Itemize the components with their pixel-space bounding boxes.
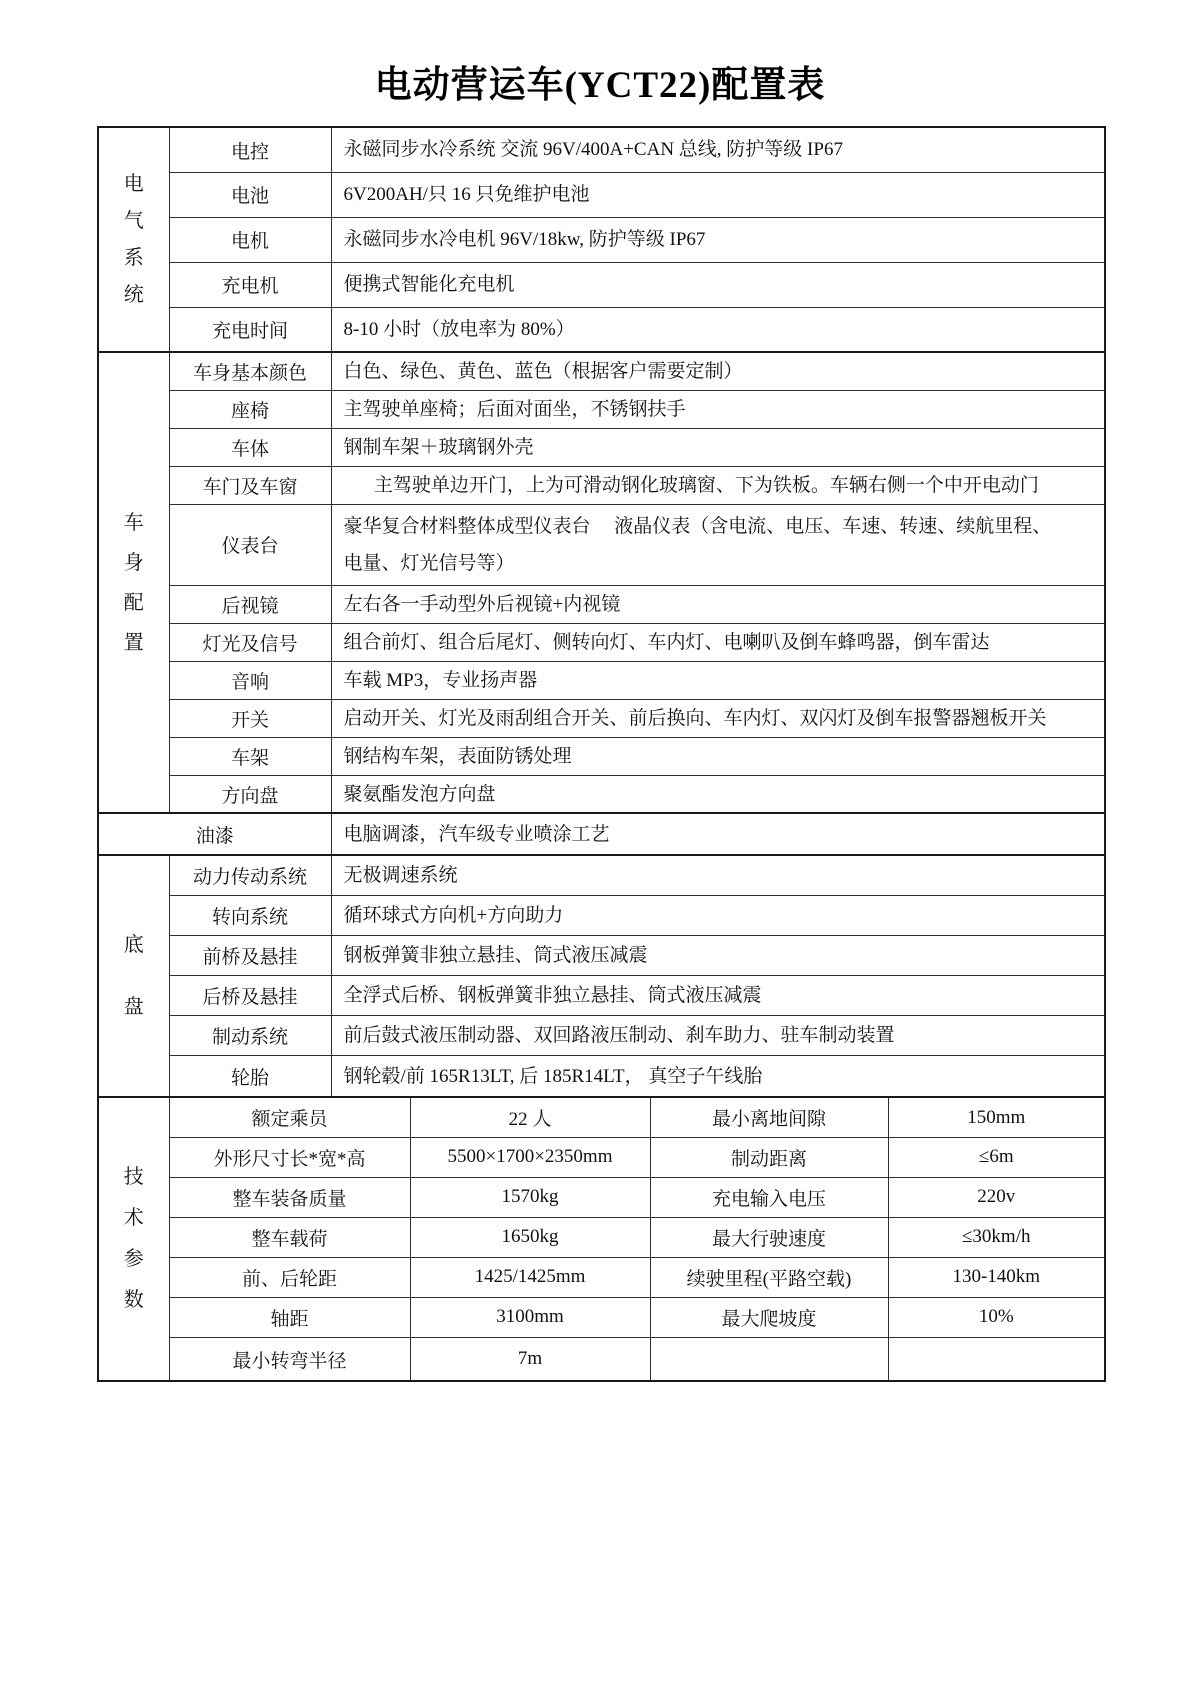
category-label: 技术参数: [123, 1166, 144, 1312]
spec-label: 开关: [169, 699, 331, 737]
spec-label: 车体: [169, 428, 331, 466]
table-row: [98, 1015, 1105, 1055]
spec-value: 豪华复合材料整体成型仪表台 液晶仪表（含电流、电压、车速、转速、续航里程、电量、灯光信号等）: [331, 504, 1105, 585]
spec-label: 电池: [169, 172, 331, 217]
spec-label: 后视镜: [169, 585, 331, 623]
spec-value: 钢结构车架，表面防锈处理: [331, 737, 1105, 775]
category-label: 电气系统: [123, 172, 144, 306]
section-technical-params: [98, 1097, 1105, 1381]
spec-label: 后桥及悬挂: [169, 975, 331, 1015]
table-row: [98, 775, 1105, 813]
table-row: [98, 1137, 1105, 1177]
table-row: [98, 466, 1105, 504]
spec-label: 方向盘: [169, 775, 331, 813]
spec-value: 便携式智能化充电机: [331, 262, 1105, 307]
category-label: 车身配置: [123, 511, 144, 654]
table-row: [98, 352, 1105, 390]
spec-label: 充电输入电压: [650, 1177, 888, 1217]
table-row: [98, 307, 1105, 352]
table-row: [98, 262, 1105, 307]
spec-label: 最大爬坡度: [650, 1297, 888, 1337]
spec-value: 永磁同步水冷系统 交流 96V/400A+CAN 总线, 防护等级 IP67: [331, 127, 1105, 172]
table-row: [98, 428, 1105, 466]
spec-value: 车载 MP3，专业扬声器: [331, 661, 1105, 699]
spec-value: 钢轮毂/前 165R13LT, 后 185R14LT， 真空子午线胎: [331, 1055, 1105, 1097]
spec-table: [97, 126, 1106, 1382]
section-electrical-system: [98, 127, 1105, 352]
table-row: [98, 390, 1105, 428]
spec-value: 150mm: [888, 1097, 1105, 1137]
table-row: [98, 661, 1105, 699]
spec-label: 最大行驶速度: [650, 1217, 888, 1257]
category-body-config: [98, 352, 169, 813]
section-paint: [98, 813, 1105, 855]
spec-label: 轮胎: [169, 1055, 331, 1097]
spec-label: 额定乘员: [169, 1097, 410, 1137]
spec-label: 制动距离: [650, 1137, 888, 1177]
spec-label: 充电时间: [169, 307, 331, 352]
spec-label: 续驶里程(平路空载): [650, 1257, 888, 1297]
spec-value: 220v: [888, 1177, 1105, 1217]
table-row: [98, 1337, 1105, 1381]
table-row: [98, 172, 1105, 217]
table-row: [98, 855, 1105, 895]
spec-value: 1570kg: [410, 1177, 650, 1217]
spec-value: 左右各一手动型外后视镜+内视镜: [331, 585, 1105, 623]
spec-label: 前、后轮距: [169, 1257, 410, 1297]
spec-label: 外形尺寸长*宽*高: [169, 1137, 410, 1177]
spec-label: 车门及车窗: [169, 466, 331, 504]
spec-value: 组合前灯、组合后尾灯、侧转向灯、车内灯、电喇叭及倒车蜂鸣器，倒车雷达: [331, 623, 1105, 661]
page-title: 电动营运车(YCT22)配置表: [374, 65, 826, 106]
category-electrical-system: [98, 127, 169, 352]
spec-value: 聚氨酯发泡方向盘: [331, 775, 1105, 813]
table-row: [98, 895, 1105, 935]
table-row: [98, 127, 1105, 172]
section-body-config: [98, 352, 1105, 813]
spec-value: 6V200AH/只 16 只免维护电池: [331, 172, 1105, 217]
category-label: 底盘: [123, 934, 144, 1019]
spec-value: 主驾驶单座椅；后面对面坐，不锈钢扶手: [331, 390, 1105, 428]
spec-value: 1425/1425mm: [410, 1257, 650, 1297]
table-row: [98, 737, 1105, 775]
spec-label: 座椅: [169, 390, 331, 428]
spec-label: 最小转弯半径: [169, 1337, 410, 1381]
spec-value: 22 人: [410, 1097, 650, 1137]
spec-value: 130-140km: [888, 1257, 1105, 1297]
table-row: [98, 504, 1105, 585]
spec-label: 前桥及悬挂: [169, 935, 331, 975]
spec-value: 3100mm: [410, 1297, 650, 1337]
spec-label: 整车载荷: [169, 1217, 410, 1257]
category-chassis: [98, 855, 169, 1097]
spec-value: 7m: [410, 1337, 650, 1381]
table-row: [98, 813, 1105, 855]
spec-value: 全浮式后桥、钢板弹簧非独立悬挂、筒式液压减震: [331, 975, 1105, 1015]
spec-label: 动力传动系统: [169, 855, 331, 895]
table-row: [98, 975, 1105, 1015]
spec-value: 前后鼓式液压制动器、双回路液压制动、刹车助力、驻车制动装置: [331, 1015, 1105, 1055]
spec-value: 5500×1700×2350mm: [410, 1137, 650, 1177]
spec-label: 最小离地间隙: [650, 1097, 888, 1137]
spec-value: 循环球式方向机+方向助力: [331, 895, 1105, 935]
spec-value: ≤6m: [888, 1137, 1105, 1177]
spec-value: [888, 1337, 1105, 1381]
spec-label: 转向系统: [169, 895, 331, 935]
table-row: [98, 623, 1105, 661]
table-row: [98, 1217, 1105, 1257]
table-row: [98, 1097, 1105, 1137]
table-row: [98, 1297, 1105, 1337]
table-row: [98, 1257, 1105, 1297]
spec-label: 车身基本颜色: [169, 352, 331, 390]
paint-label: 油漆: [98, 813, 331, 855]
table-row: [98, 585, 1105, 623]
spec-label: 车架: [169, 737, 331, 775]
table-row: [98, 1177, 1105, 1217]
table-row: [98, 1055, 1105, 1097]
spec-label: 制动系统: [169, 1015, 331, 1055]
spec-value: ≤30km/h: [888, 1217, 1105, 1257]
spec-value: 启动开关、灯光及雨刮组合开关、前后换向、车内灯、双闪灯及倒车报警器翘板开关: [331, 699, 1105, 737]
table-row: [98, 217, 1105, 262]
category-technical-params: [98, 1097, 169, 1381]
spec-value: 无极调速系统: [331, 855, 1105, 895]
spec-label: 轴距: [169, 1297, 410, 1337]
spec-value: 10%: [888, 1297, 1105, 1337]
spec-label: 充电机: [169, 262, 331, 307]
spec-label: 电控: [169, 127, 331, 172]
spec-value: 8-10 小时（放电率为 80%）: [331, 307, 1105, 352]
spec-label: 灯光及信号: [169, 623, 331, 661]
spec-value: 主驾驶单边开门，上为可滑动钢化玻璃窗、下为铁板。车辆右侧一个中开电动门: [331, 466, 1105, 504]
spec-value: 钢板弹簧非独立悬挂、筒式液压减震: [331, 935, 1105, 975]
spec-value: 永磁同步水冷电机 96V/18kw, 防护等级 IP67: [331, 217, 1105, 262]
table-row: [98, 935, 1105, 975]
spec-value: 电脑调漆，汽车级专业喷涂工艺: [331, 813, 1105, 855]
spec-label: 整车装备质量: [169, 1177, 410, 1217]
spec-label: 音响: [169, 661, 331, 699]
spec-value: 白色、绿色、黄色、蓝色（根据客户需要定制）: [331, 352, 1105, 390]
spec-label: [650, 1337, 888, 1381]
spec-value: 1650kg: [410, 1217, 650, 1257]
spec-value: 钢制车架＋玻璃钢外壳: [331, 428, 1105, 466]
section-chassis: [98, 855, 1105, 1097]
table-row: [98, 699, 1105, 737]
spec-label: 仪表台: [169, 504, 331, 585]
spec-label: 电机: [169, 217, 331, 262]
